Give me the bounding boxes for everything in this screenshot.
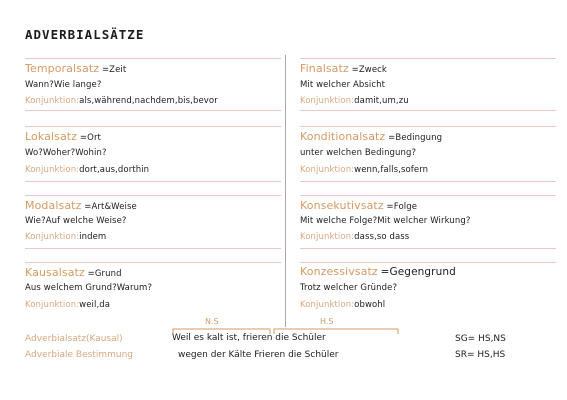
conj-label: Konjunktion: bbox=[300, 300, 355, 310]
card-meaning: Art&Weise bbox=[91, 202, 137, 212]
conj-values: als,während,nachdem,bis,bevor bbox=[79, 96, 218, 106]
card-question: Aus welchem Grund?Warum? bbox=[25, 283, 153, 293]
page-title: ADVERBIALSÄTZE bbox=[25, 27, 145, 42]
example-part-ns: Weil es kalt ist, bbox=[172, 333, 240, 343]
card-sep: = bbox=[79, 133, 88, 143]
conj-label: Konjunktion: bbox=[300, 232, 355, 242]
card-name: Modalsatz bbox=[25, 199, 82, 212]
card-sep: = bbox=[351, 65, 359, 75]
card-sep: = bbox=[87, 269, 95, 279]
conj-label: Konjunktion: bbox=[300, 96, 355, 106]
conj-label: Konjunktion: bbox=[25, 300, 80, 310]
card-question: unter welchen Bedingung? bbox=[300, 148, 417, 158]
conj-values: damit,um,zu bbox=[354, 96, 409, 106]
card-name: Kausalsatz bbox=[25, 266, 85, 279]
conj-label: Konjunktion: bbox=[25, 96, 80, 106]
example-tag-2: SR= HS,HS bbox=[455, 350, 506, 360]
card-sep: = bbox=[380, 266, 390, 278]
example-sentence-1 bbox=[172, 333, 326, 343]
card-name: Temporalsatz bbox=[25, 62, 100, 75]
conj-values: wenn,falls,sofern bbox=[354, 165, 429, 175]
card-meaning: Folge bbox=[393, 202, 418, 212]
example-tag-1: SG= HS,NS bbox=[455, 334, 506, 344]
example-sentence-2: wegen der Kälte Frieren die Schüler bbox=[178, 350, 339, 360]
conj-values: dort,aus,dorthin bbox=[79, 165, 150, 175]
conj-values: obwohl bbox=[354, 300, 386, 310]
conj-label: Konjunktion: bbox=[25, 232, 80, 242]
card-meaning: Gegengrund bbox=[389, 266, 456, 278]
card-sep: = bbox=[386, 202, 394, 212]
conj-values: dass,so dass bbox=[354, 232, 410, 242]
card-meaning: Zeit bbox=[109, 65, 127, 75]
card-name: Konzessivsatz bbox=[300, 265, 378, 278]
card-meaning: Zweck bbox=[358, 65, 387, 75]
card-sep: = bbox=[84, 202, 92, 212]
card-question: Mit welcher Absicht bbox=[300, 80, 386, 90]
card-meaning: Grund bbox=[94, 269, 122, 279]
card-name: Konditionalsatz bbox=[300, 130, 386, 143]
example-label-kausal: Adverbialsatz(Kausal) bbox=[25, 334, 123, 344]
card-question: Mit welche Folge?Mit welcher Wirkung? bbox=[300, 216, 471, 226]
conj-label: Konjunktion: bbox=[300, 165, 355, 175]
example-part-hs: frieren die Schüler bbox=[242, 333, 326, 343]
example-label-bestimmung: Adverbiale Bestimmung bbox=[25, 350, 133, 360]
card-question: Wie?Auf welche Weise? bbox=[25, 216, 127, 226]
card-question: Wann?Wie lange? bbox=[25, 80, 102, 90]
hs-label: H.S bbox=[320, 317, 334, 326]
ns-label: N.S bbox=[205, 317, 219, 326]
conj-values: weil,da bbox=[79, 300, 111, 310]
card-meaning: Bedingung bbox=[395, 133, 443, 143]
card-name: Lokalsatz bbox=[25, 130, 78, 143]
card-sep: = bbox=[101, 65, 110, 75]
conj-label: Konjunktion: bbox=[25, 165, 80, 175]
conj-values: indem bbox=[79, 232, 107, 242]
card-question: Trotz welcher Gründe? bbox=[300, 283, 398, 293]
card-meaning: Ort bbox=[87, 133, 101, 143]
card-name: Konsekutivsatz bbox=[300, 199, 384, 212]
card-sep: = bbox=[388, 133, 396, 143]
card-name: Finalsatz bbox=[300, 62, 349, 75]
card-question: Wo?Woher?Wohin? bbox=[25, 148, 107, 158]
